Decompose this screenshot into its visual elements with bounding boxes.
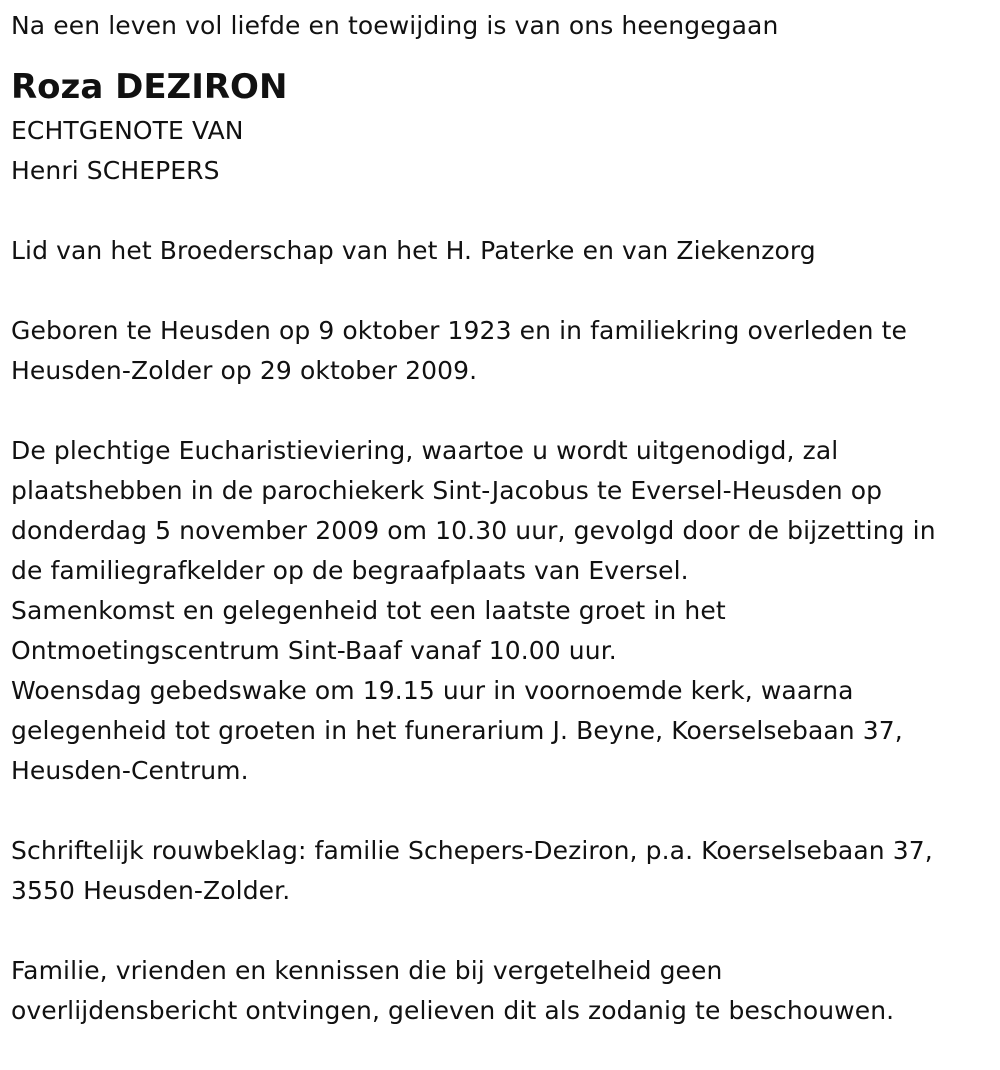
spouse-relation: ECHTGENOTE VAN xyxy=(11,116,244,145)
paragraph-line: Heusden-Zolder op 29 oktober 2009. xyxy=(11,356,478,385)
paragraph-line: Geboren te Heusden op 9 oktober 1923 en in familiekring overleden te xyxy=(11,316,907,345)
spacer xyxy=(11,911,1000,951)
closing-paragraph xyxy=(11,951,1000,1031)
spacer xyxy=(11,191,1000,231)
ceremony-paragraph xyxy=(11,431,1000,791)
paragraph-line: gelegenheid tot groeten in het funerarium J. Beyne, Koerselsebaan 37, xyxy=(11,716,903,745)
paragraph-line: De plechtige Eucharistieviering, waartoe u wordt uitgenodigd, zal xyxy=(11,436,839,465)
condolences-paragraph xyxy=(11,831,1000,911)
birth-death-paragraph xyxy=(11,311,1000,391)
intro-text: Na een leven vol liefde en toewijding is van ons heengegaan xyxy=(11,11,779,40)
membership-text: Lid van het Broederschap van het H. Paterke en van Ziekenzorg xyxy=(11,236,816,265)
paragraph-line: donderdag 5 november 2009 om 10.30 uur, gevolgd door de bijzetting in xyxy=(11,516,936,545)
paragraph-line: Heusden-Centrum. xyxy=(11,756,249,785)
paragraph-line: plaatshebben in de parochiekerk Sint-Jacobus te Eversel-Heusden op xyxy=(11,476,883,505)
paragraph-line: overlijdensbericht ontvingen, gelieven dit als zodanig te beschouwen. xyxy=(11,996,895,1025)
paragraph-line: de familiegrafkelder op de begraafplaats van Eversel. xyxy=(11,556,689,585)
spacer xyxy=(11,391,1000,431)
paragraph-line: 3550 Heusden-Zolder. xyxy=(11,876,291,905)
deceased-name: Roza DEZIRON xyxy=(11,67,288,107)
paragraph-line: Woensdag gebedswake om 19.15 uur in voornoemde kerk, waarna xyxy=(11,676,854,705)
paragraph-line: Ontmoetingscentrum Sint-Baaf vanaf 10.00 uur. xyxy=(11,636,617,665)
spacer xyxy=(11,271,1000,311)
paragraph-line: Familie, vrienden en kennissen die bij vergetelheid geen xyxy=(11,956,723,985)
spacer xyxy=(11,791,1000,831)
paragraph-line: Schriftelijk rouwbeklag: familie Schepers-Deziron, p.a. Koerselsebaan 37, xyxy=(11,836,933,865)
paragraph-line: Samenkomst en gelegenheid tot een laatste groet in het xyxy=(11,596,726,625)
spouse-name: Henri SCHEPERS xyxy=(11,156,220,185)
